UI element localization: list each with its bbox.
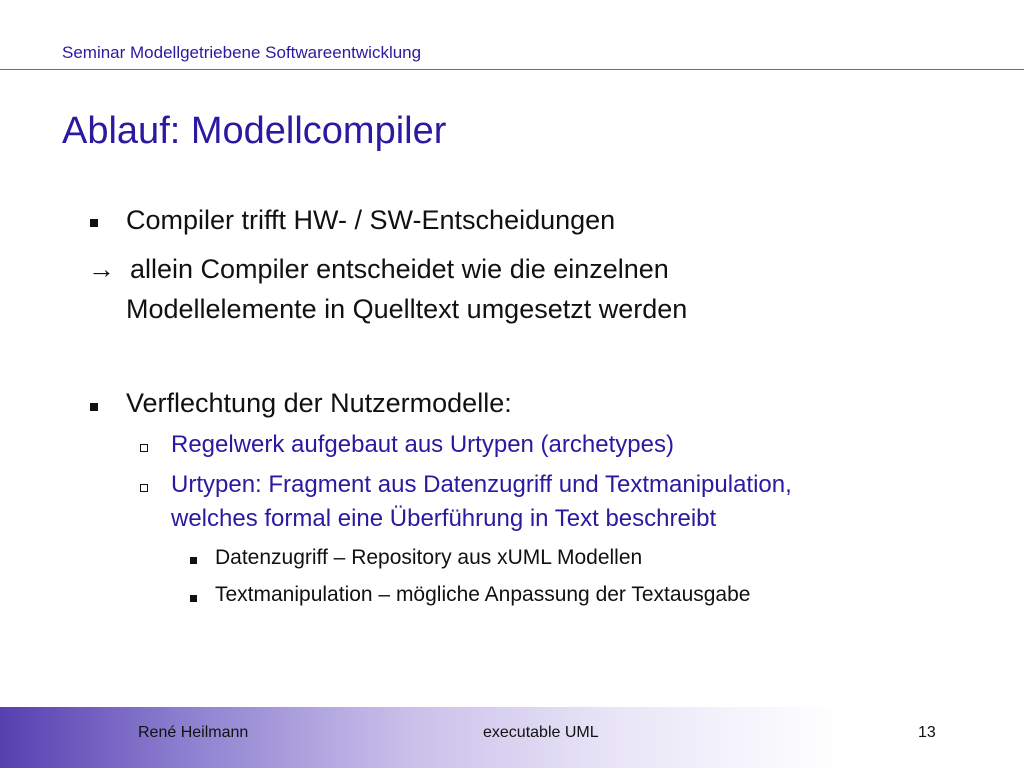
subsub-bullet-textmanipulation: Textmanipulation – mögliche Anpassung der Textausgabe <box>215 583 751 606</box>
bullet-square-icon <box>190 595 197 602</box>
hollow-square-bullet-icon <box>140 484 148 492</box>
sub-bullet-urtypen-line-2: welches formal eine Überführung in Text beschreibt <box>171 505 717 532</box>
bullet-square-icon <box>90 403 98 411</box>
bullet-square-icon <box>90 219 98 227</box>
subsub-bullet-datenzugriff: Datenzugriff – Repository aus xUML Modellen <box>215 546 643 569</box>
bullet-compiler: Compiler trifft HW- / SW-Entscheidungen <box>126 205 616 235</box>
footer-author: René Heilmann <box>138 724 249 741</box>
bullet-verflechtung: Verflechtung der Nutzermodelle: <box>126 388 512 418</box>
arrow-line-1: allein Compiler entscheidet wie die einzelnen <box>130 254 669 284</box>
sub-bullet-urtypen-line-1: Urtypen: Fragment aus Datenzugriff und Textmanipulation, <box>171 471 792 498</box>
footer-topic: executable UML <box>483 724 599 741</box>
header-divider <box>0 69 1024 70</box>
hollow-square-bullet-icon <box>140 444 148 452</box>
sub-bullet-regelwerk: Regelwerk aufgebaut aus Urtypen (archetypes) <box>171 431 674 458</box>
bullet-square-icon <box>190 557 197 564</box>
slide-header: Seminar Modellgetriebene Softwareentwicklung <box>62 43 422 62</box>
footer-page-number: 13 <box>918 724 936 741</box>
slide-title: Ablauf: Modellcompiler <box>62 110 447 152</box>
arrow-icon: → <box>88 254 115 284</box>
arrow-line-2: Modellelemente in Quelltext umgesetzt werden <box>126 294 688 324</box>
